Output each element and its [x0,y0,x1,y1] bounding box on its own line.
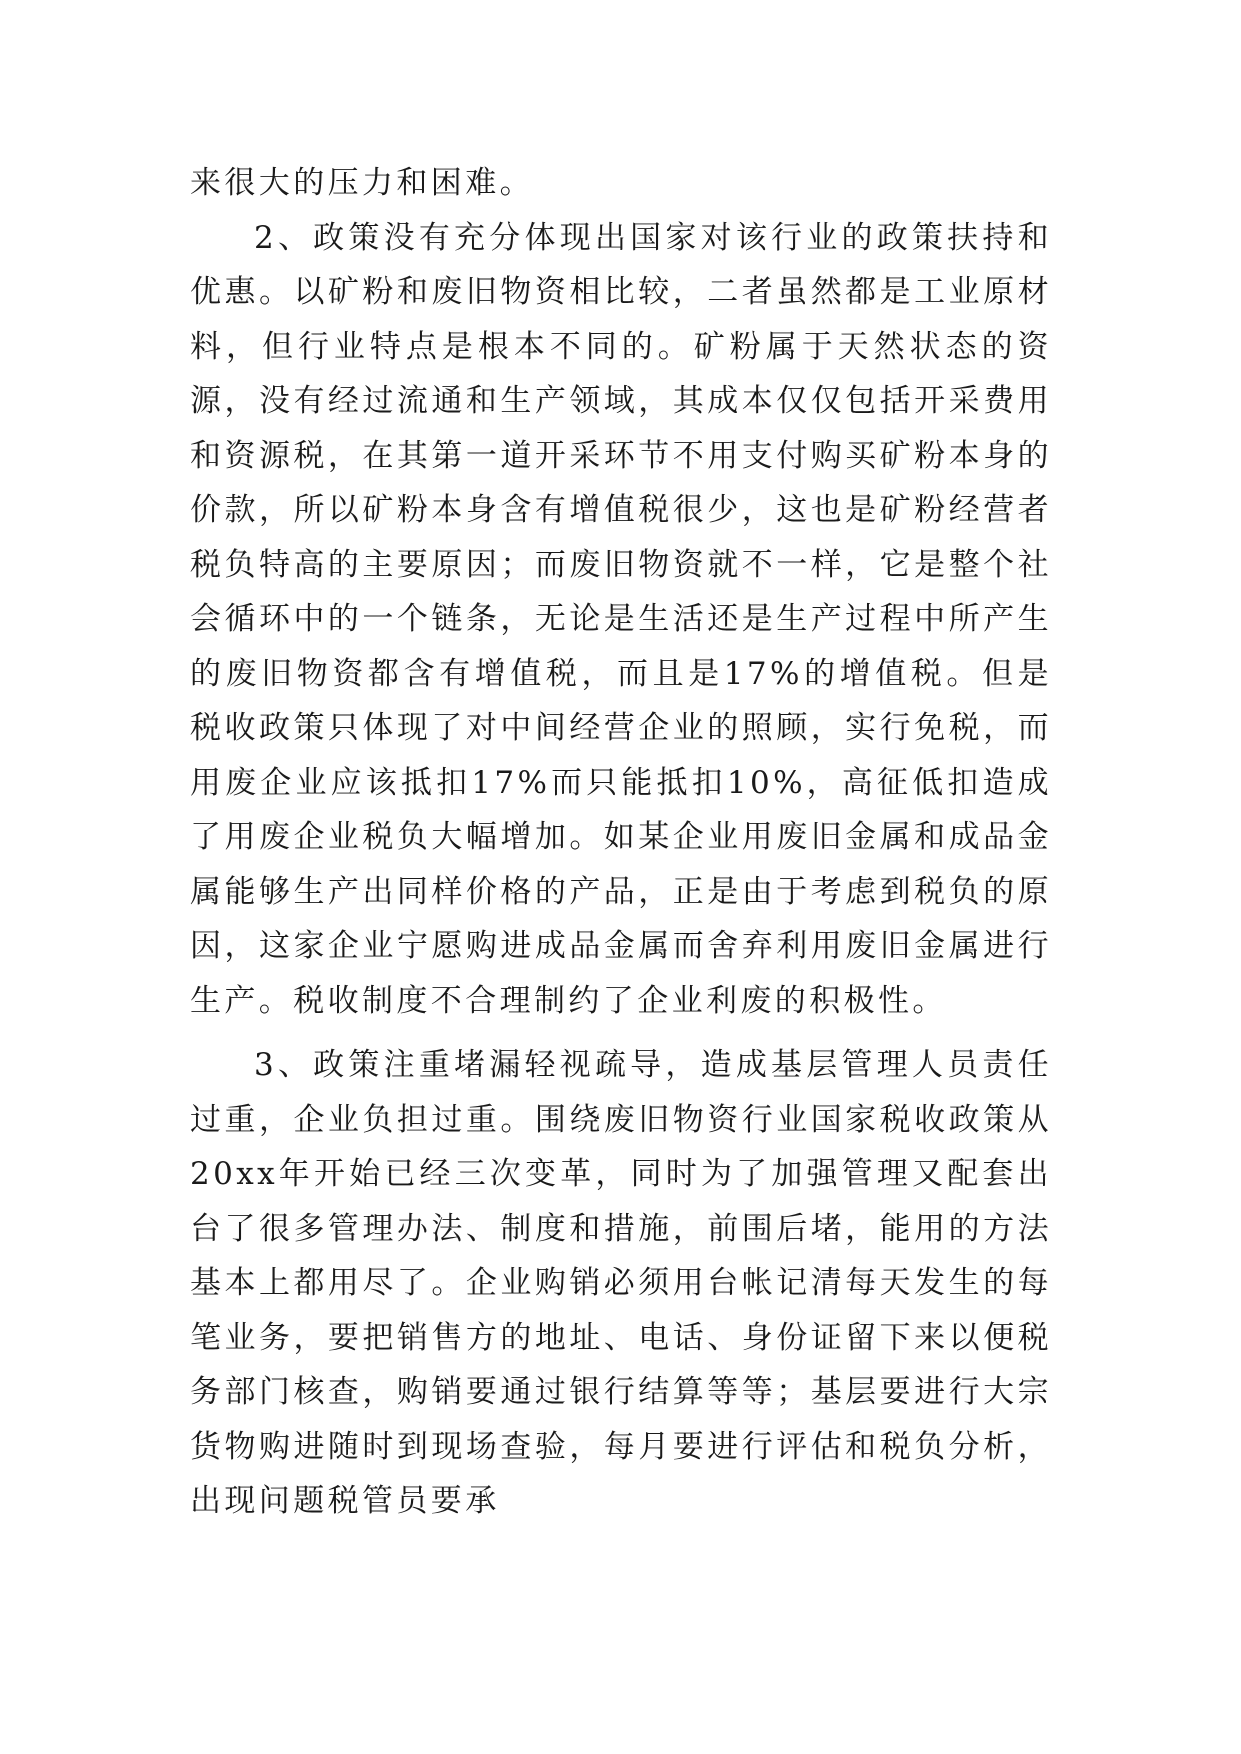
paragraph-item-2: 2、政策没有充分体现出国家对该行业的政策扶持和优惠。以矿粉和废旧物资相比较，二者虽然都是工业原材料，但行业特点是根本不同的。矿粉属于天然状态的资源，没有经过流通和生产领域，其成本仅仅包括开采费用和资源税，在其第一道开采环节不用支付购买矿粉本身的价款，所以矿粉本身含有增值税很少，这也是矿粉经营者税负特高的主要原因；而废旧物资就不一样，它是整个社会循环中的一个链条，无论是生活还是生产过程中所产生的废旧物资都含有增值税，而且是17%的增值税。但是税收政策只体现了对中间经营企业的照顾，实行免税，而用废企业应该抵扣17%而只能抵扣10%，高征低扣造成了用废企业税负大幅增加。如某企业用废旧金属和成品金属能够生产出同样价格的产品，正是由于考虑到税负的原因，这家企业宁愿购进成品金属而舍弃利用废旧金属进行生产。税收制度不合理制约了企业利废的积极性。 [190,219,1052,1019]
paragraph-item-3: 3、政策注重堵漏轻视疏导，造成基层管理人员责任过重，企业负担过重。围绕废旧物资行业国家税收政策从20xx年开始已经三次变革，同时为了加强管理又配套出台了很多管理办法、制度和措施，前围后堵，能用的方法基本上都用尽了。企业购销必须用台帐记清每天发生的每笔业务，要把销售方的地址、电话、身份证留下来以便税务部门核查，购销要通过银行结算等等；基层要进行大宗货物购进随时到现场查验，每月要进行评估和税负分析，出现问题税管员要承 [190,1047,1052,1519]
document-body [190,156,1052,1529]
paragraph-continuation: 来很大的压力和困难。 [190,165,534,201]
